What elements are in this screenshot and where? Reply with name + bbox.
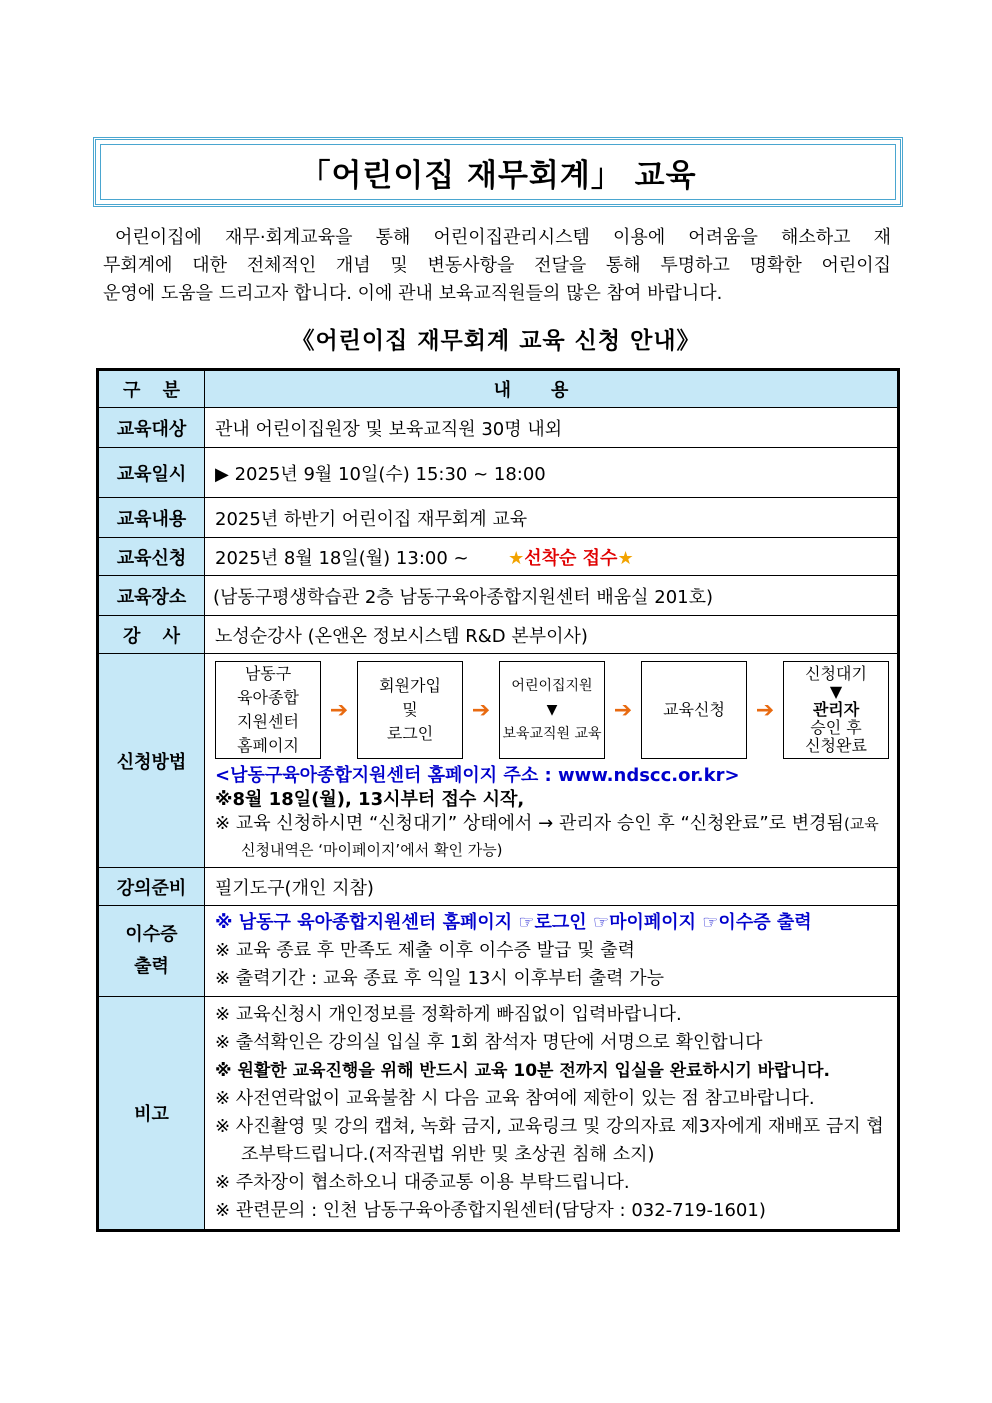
row-label: 신청방법 xyxy=(98,654,205,868)
flow-text: 승인 후 xyxy=(810,718,862,737)
star-icon: ★ xyxy=(508,547,525,569)
flow-text: 교육신청 xyxy=(663,700,725,719)
apply-date: 2025년 8월 18일(월) 13:00 ~ xyxy=(215,547,469,569)
flow-text: 홈페이지 xyxy=(237,736,299,755)
flow-text: ▼ xyxy=(546,702,558,718)
row-label xyxy=(98,906,205,997)
flow-text: 육아종합 xyxy=(237,688,299,707)
start-notice: ※8월 18일(월), 13시부터 접수 시작, xyxy=(215,789,525,810)
flow-text: 지원센터 xyxy=(237,712,299,731)
label-part: 이수증 xyxy=(125,924,178,945)
flow-text: 신청대기 xyxy=(805,664,867,683)
flow-step-complete xyxy=(783,661,889,759)
table-row xyxy=(98,538,899,576)
row-label: 비고 xyxy=(98,997,205,1231)
table-row xyxy=(98,616,899,654)
flow-text: 및 xyxy=(402,700,418,719)
intro-line: 운영에 도움을 드리고자 합니다. 이에 관내 보육교직원들의 많은 참여 바랍니다. xyxy=(103,283,723,304)
row-label: 교육일시 xyxy=(98,448,205,498)
label-part: 사 xyxy=(162,625,180,647)
row-label: 교육신청 xyxy=(98,538,205,576)
remark-item: ※ 관련문의 : 인천 남동구육아종합지원센터(담당자 : 032-719-1601) xyxy=(215,1200,766,1221)
row-label: 교육내용 xyxy=(98,498,205,538)
flow-step-homepage xyxy=(215,661,321,759)
status-notice-text: ※ 교육 신청하시면 “신청대기” 상태에서 → 관리자 승인 후 “신청완료”로 변경됨 xyxy=(215,813,844,834)
table-row xyxy=(98,448,899,498)
remark-item: ※ 교육신청시 개인정보를 정확하게 빠짐없이 입력바랍니다. xyxy=(215,1004,682,1025)
cert-line: ※ 출력기간 : 교육 종료 후 익일 13시 이후부터 출력 가능 xyxy=(215,968,665,989)
table-row xyxy=(98,408,899,448)
arrow-right-icon: ➔ xyxy=(329,697,349,723)
arrow-right-icon: ➔ xyxy=(471,697,491,723)
flow-text: 관리자 xyxy=(812,700,860,719)
flow-text: 남동구 xyxy=(244,664,292,683)
table-row xyxy=(98,868,899,906)
homepage-address: <남동구육아종합지원센터 홈페이지 주소 : www.ndscc.or.kr> xyxy=(215,765,740,786)
remark-item: ※ 원활한 교육진행을 위해 반드시 교육 10분 전까지 입실을 완료하시기 바랍니다. xyxy=(215,1061,830,1081)
flow-step-login xyxy=(357,661,463,759)
page-title: 「어린이집 재무회계」 교육 xyxy=(299,157,697,194)
row-value: 노성순강사 (온앤온 정보시스템 R&D 본부이사) xyxy=(205,616,899,654)
row-value xyxy=(205,538,899,576)
cert-line: ※ 남동구 육아종합지원센터 홈페이지 ☞로그인 ☞마이페이지 ☞이수증 출력 xyxy=(215,912,812,933)
table-row-remarks xyxy=(98,997,899,1231)
remark-item: ※ 주차장이 협소하오니 대중교통 이용 부탁드립니다. xyxy=(215,1172,630,1193)
title-box xyxy=(93,137,903,207)
label-part: 강 xyxy=(123,625,141,647)
remark-item: ※ 사전연락없이 교육불참 시 다음 교육 참여에 제한이 있는 점 참고바랍니다. xyxy=(215,1088,815,1109)
header-content: 내용 xyxy=(205,370,899,408)
label-part: 출력 xyxy=(134,956,169,977)
flow-text: 어린이집지원 xyxy=(511,678,593,694)
row-value: (남동구평생학습관 2층 남동구육아종합지원센터 배움실 201호) xyxy=(205,576,899,616)
cert-cell xyxy=(205,906,899,997)
flow-text: 로그인 xyxy=(386,724,434,743)
status-notice-small: (교육 신청내역은 ‘마이페이지’에서 확인 가능) xyxy=(241,815,879,859)
flow-step-support xyxy=(499,661,605,759)
flow-step-apply xyxy=(641,661,747,759)
table-row xyxy=(98,498,899,538)
arrow-right-icon: ➔ xyxy=(755,697,775,723)
intro-line: 어린이집에 재무·회계교육을 통해 어린이집관리시스템 이용에 어려움을 해소하고 재 xyxy=(115,227,891,248)
intro-line: 무회계에 대한 전체적인 개념 및 변동사항을 전달을 통해 투명하고 명확한 어린이집 xyxy=(103,255,891,276)
flow-text: 회원가입 xyxy=(379,676,441,695)
status-notice xyxy=(215,811,889,863)
cert-line: ※ 교육 종료 후 만족도 제출 이후 이수증 발급 및 출력 xyxy=(215,940,636,961)
table-row xyxy=(98,576,899,616)
row-label: 교육장소 xyxy=(98,576,205,616)
row-value: 필기도구(개인 지참) xyxy=(205,868,899,906)
remark-item: ※ 출석확인은 강의실 입실 후 1회 참석자 명단에 서명으로 확인합니다 xyxy=(215,1032,763,1053)
intro-paragraph xyxy=(103,224,891,308)
apply-flow xyxy=(215,658,889,759)
table-row-cert xyxy=(98,906,899,997)
method-cell xyxy=(205,654,899,868)
remarks-cell xyxy=(205,997,899,1231)
remark-item: ※ 사진촬영 및 강의 캡쳐, 녹화 금지, 교육링크 및 강의자료 제3자에게 재배포 금지 협조부탁드립니다.(저작권법 위반 및 초상권 침해 소지) xyxy=(215,1116,884,1165)
arrow-right-icon: ➔ xyxy=(613,697,633,723)
table-row-method xyxy=(98,654,899,868)
row-value: ▶ 2025년 9월 10일(수) 15:30 ~ 18:00 xyxy=(205,448,899,498)
row-label: 강의준비 xyxy=(98,868,205,906)
row-label: 교육대상 xyxy=(98,408,205,448)
info-table xyxy=(96,368,900,1232)
star-icon: ★ xyxy=(617,547,634,569)
header-category: 구 분 xyxy=(98,370,205,408)
row-label xyxy=(98,616,205,654)
flow-text: 보육교직원 교육 xyxy=(502,726,602,742)
flow-text: 신청완료 xyxy=(805,736,867,755)
table-header-row xyxy=(98,370,899,408)
row-value: 2025년 하반기 어린이집 재무회계 교육 xyxy=(205,498,899,538)
flow-text: ▼ xyxy=(829,682,843,701)
first-come-label: 선착순 접수 xyxy=(524,547,618,569)
section-subtitle: 《어린이집 재무회계 교육 신청 안내》 xyxy=(291,328,701,354)
row-value: 관내 어린이집원장 및 보육교직원 30명 내외 xyxy=(205,408,899,448)
